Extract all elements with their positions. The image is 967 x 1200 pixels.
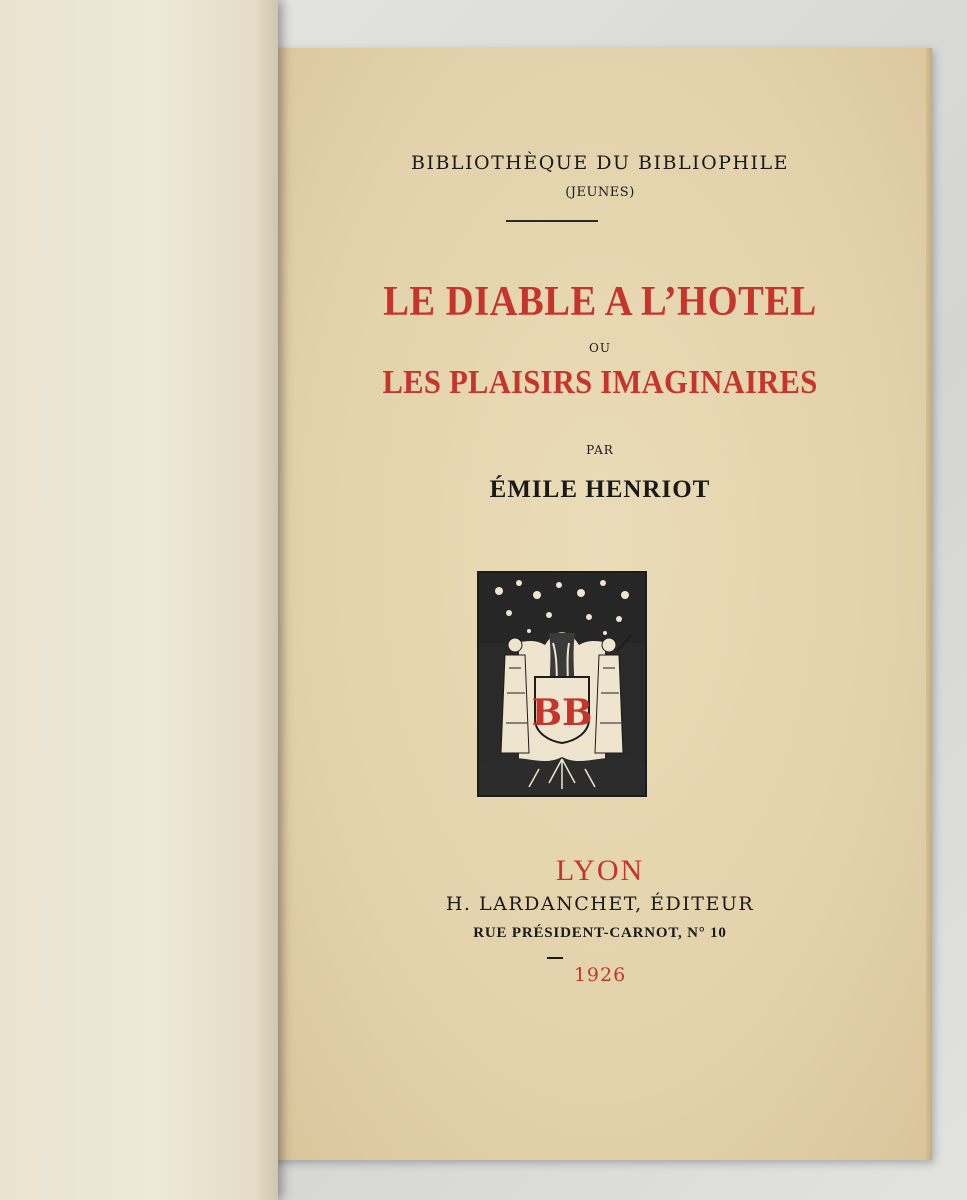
series-title: BIBLIOTHÈQUE DU BIBLIOPHILE [410, 152, 789, 174]
series-subtitle: (JEUNES) [565, 185, 635, 200]
book-subtitle: LES PLAISIRS IMAGINAIRES [382, 364, 818, 401]
year-dash [547, 957, 563, 959]
publisher-address: RUE PRÉSIDENT-CARNOT, N° 10 [473, 925, 727, 941]
page-edge [926, 48, 932, 1160]
publisher-mark-icon [477, 571, 647, 797]
author-name: ÉMILE HENRIOT [489, 476, 711, 503]
title-conjunction: OU [589, 341, 611, 355]
publisher-name: H. LARDANCHET, ÉDITEUR [445, 893, 755, 915]
publication-city: LYON [555, 854, 645, 887]
left-flyleaf-page [0, 0, 278, 1200]
book-title: LE DIABLE A L’HOTEL [383, 279, 817, 325]
publication-year: 1926 [573, 964, 627, 986]
title-page [268, 48, 932, 1160]
by-label: PAR [586, 443, 614, 457]
svg-text:BB: BB [531, 692, 593, 734]
divider-rule [506, 220, 598, 222]
